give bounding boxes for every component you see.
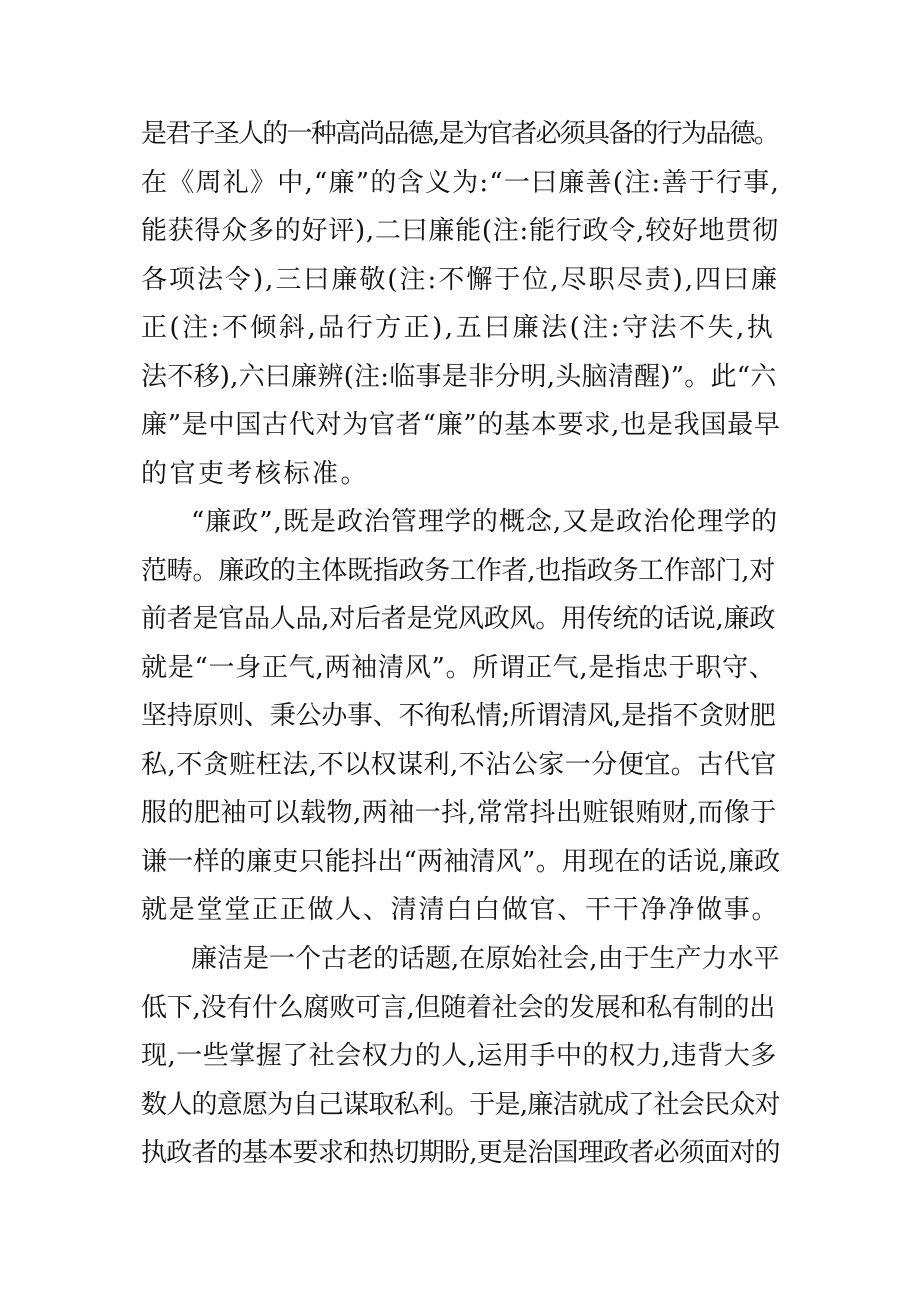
text-line: 低下,没有什么腐败可言,但随着社会的发展和私有制的出 [141,992,776,1023]
paragraph-lianzheng-definition [141,498,781,935]
text-line: 私,不贪赃枉法,不以权谋利,不沾公家一分便宜。古代官 [141,749,777,780]
text-line: 在《周礼》中,“廉”的含义为:“一曰廉善(注:善于行事, [141,167,781,198]
text-line: 就是堂堂正正做人、清清白白做官、干干净净做事。 [141,895,780,925]
text-line: 谦一样的廉吏只能抖出“两袖清风”。用现在的话说,廉政 [141,846,781,877]
text-line: 前者是官品人品,对后者是党风政风。用传统的话说,廉政 [141,604,776,634]
text-line: 廉洁是一个古老的话题,在原始社会,由于生产力水平 [191,944,780,974]
text-line: 服的肥袖可以载物,两袖一抖,常常抖出赃银贿财,而像于 [141,798,777,828]
text-line: 执政者的基本要求和热切期盼,更是治国理政者必须面对的 [141,1138,780,1168]
text-line: 廉”是中国古代对为官者“廉”的基本要求,也是我国最早 [141,410,781,440]
text-line: 现,一些掌握了社会权力的人,运用手中的权力,违背大多 [141,1041,777,1071]
text-line: 就是“一身正气,两袖清风”。所谓正气,是指忠于职守、 [141,652,776,683]
text-line: 正(注:不倾斜,品行方正),五曰廉法(注:守法不失,执 [141,313,776,343]
paragraph-lianjie-history [141,935,781,1178]
text-line: “廉政”,既是政治管理学的概念,又是政治伦理学的 [191,507,779,537]
text-line: 能获得众多的好评),二曰廉能(注:能行政令,较好地贯彻 [141,216,779,246]
text-line: 数人的意愿为自己谋取私利。于是,廉洁就成了社会民众对 [141,1089,780,1120]
text-line: 坚持原则、秉公办事、不徇私情;所谓清风,是指不贪财肥 [141,701,776,731]
text-line: 的官吏考核标准。 [141,458,370,489]
text-line: 各项法令),三曰廉敬(注:不懈于位,尽职尽责),四曰廉 [141,264,779,295]
text-line: 范畴。廉政的主体既指政务工作者,也指政务工作部门,对 [141,555,776,586]
text-line: 法不移),六曰廉辨(注:临事是非分明,头脑清醒)”。此“六 [141,361,777,392]
paragraph-zhouli-six-lian [141,110,781,498]
text-line: 是君子圣人的一种高尚品德,是为官者必须具备的行为品德。 [141,119,779,149]
